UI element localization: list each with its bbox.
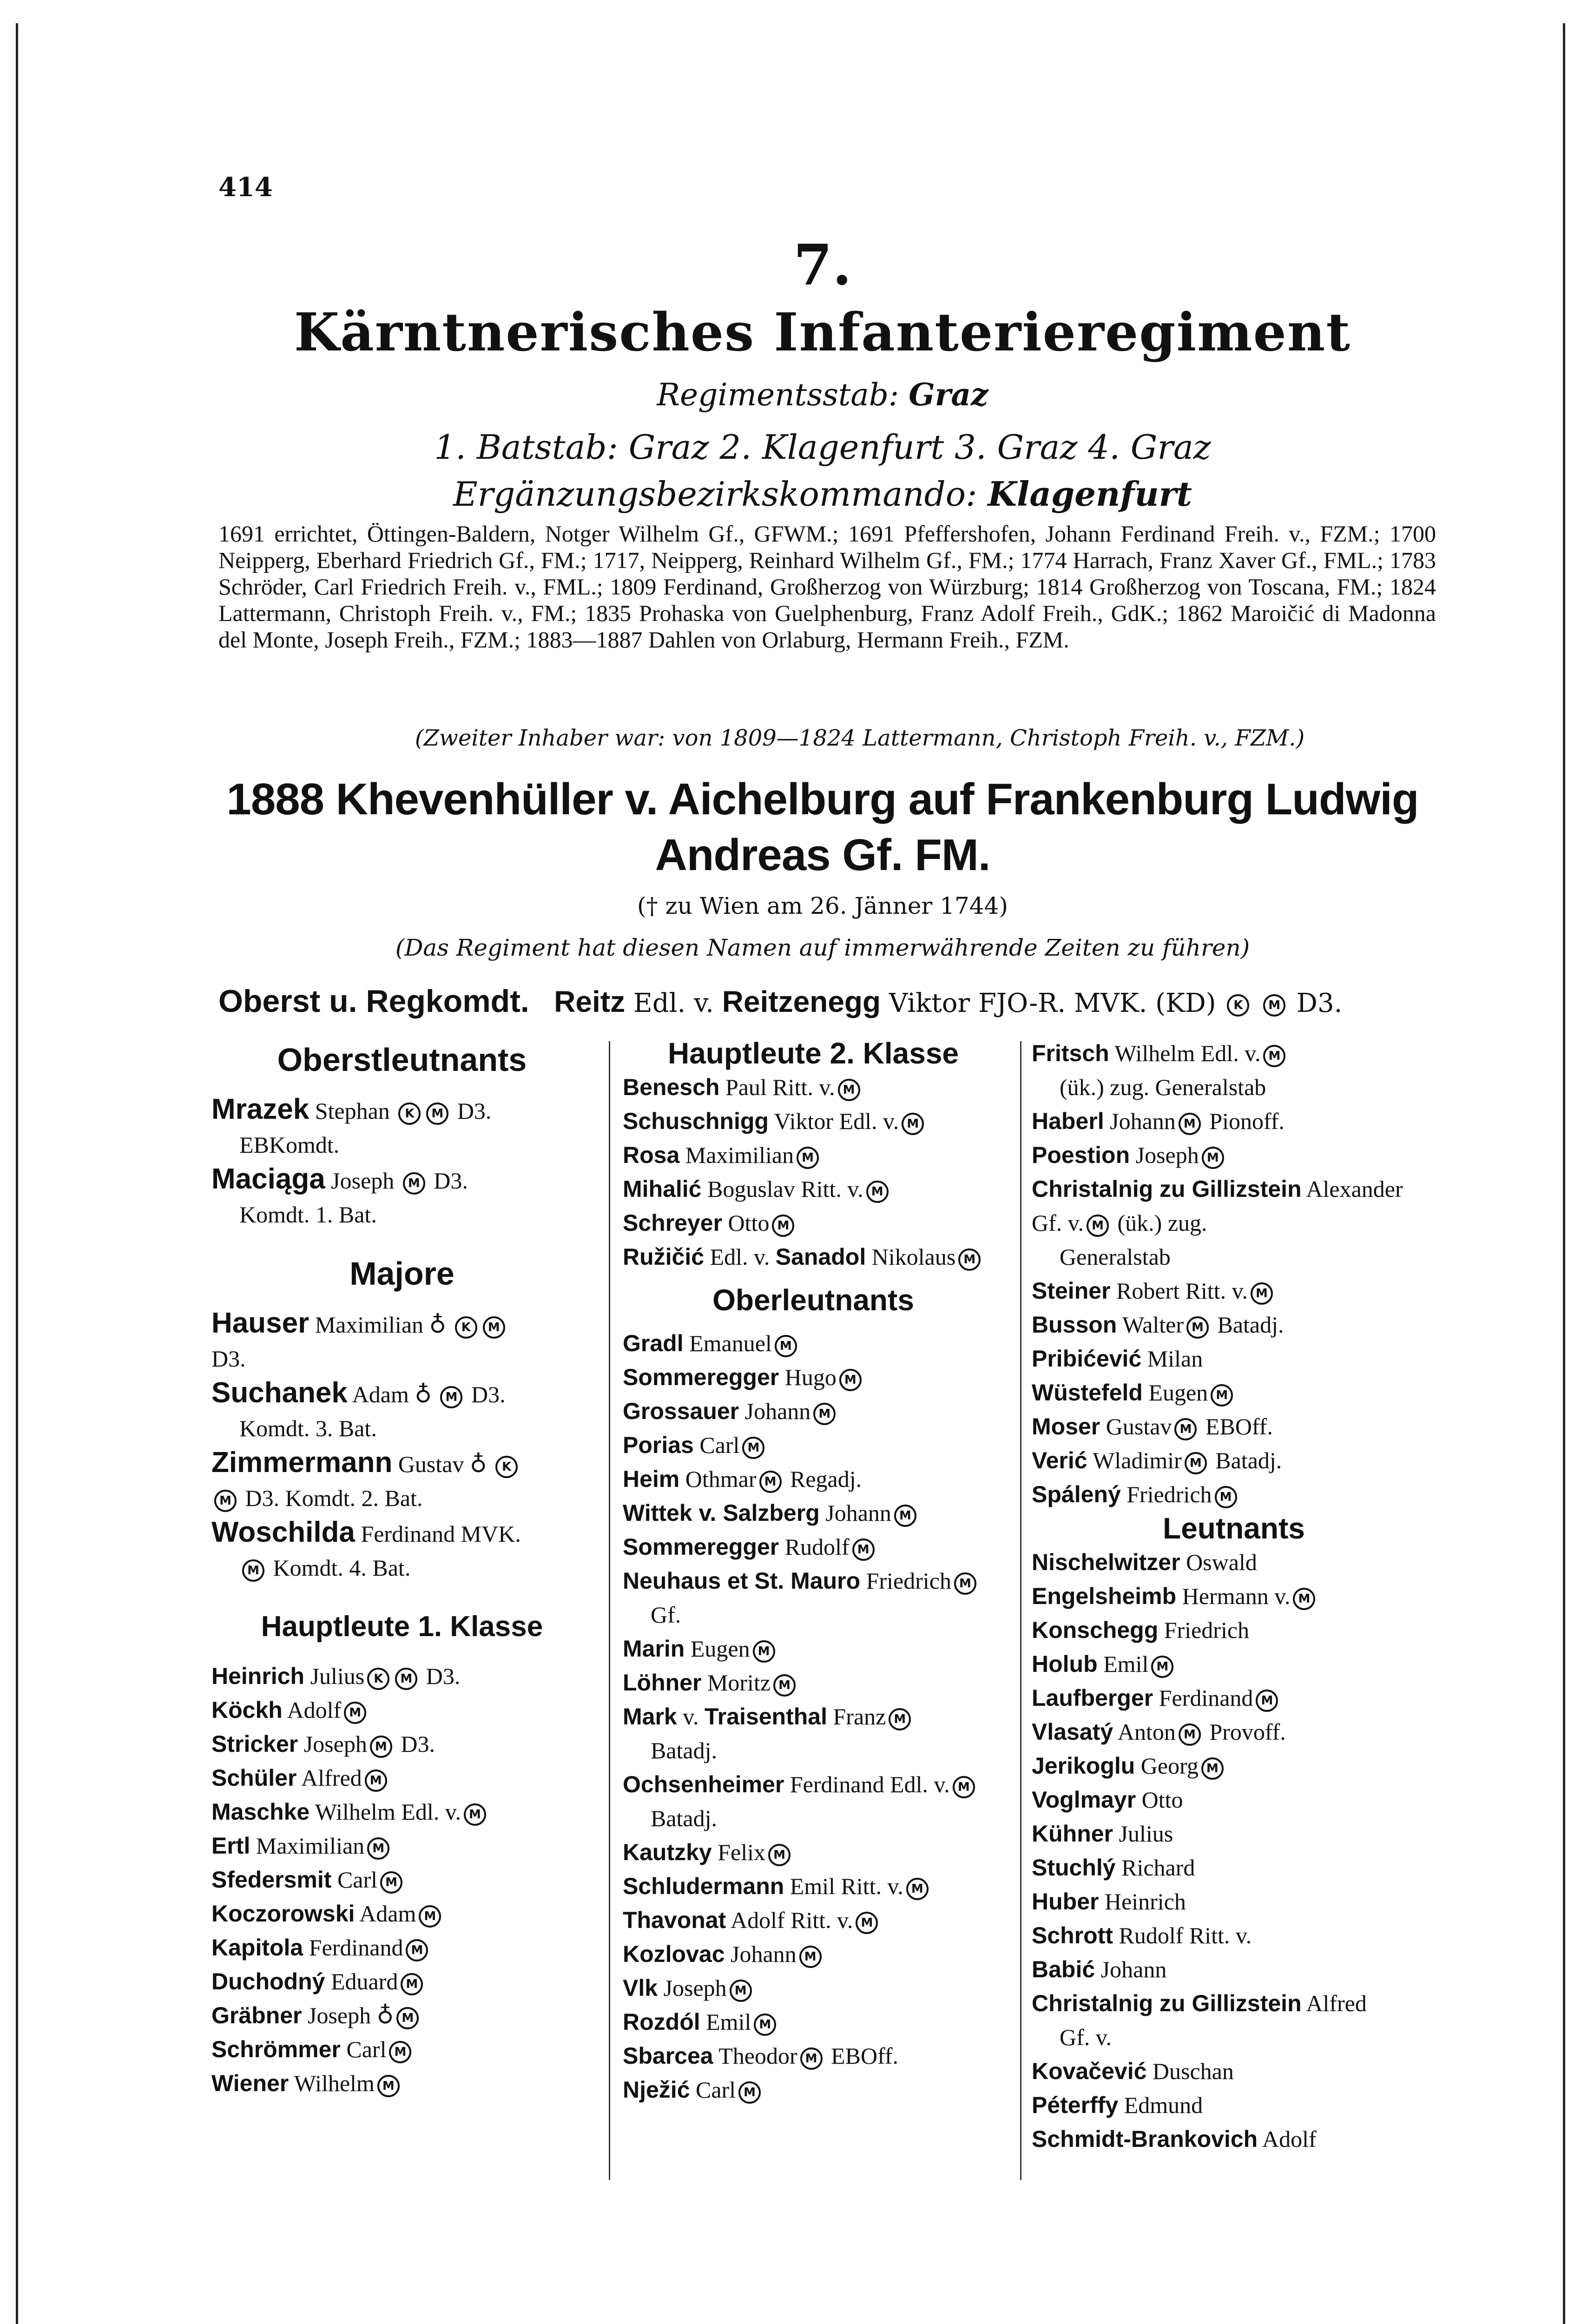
m-decoration-icon: M bbox=[954, 1572, 976, 1595]
district-label: Ergänzungsbezirkskommando: bbox=[453, 475, 977, 514]
page-number: 414 bbox=[218, 172, 273, 203]
list-item: Steiner Robert Ritt. v. M bbox=[1032, 1274, 1436, 1308]
list-item: Heinrich Julius K M D3. bbox=[211, 1663, 461, 1689]
k-decoration-icon: K bbox=[495, 1456, 518, 1478]
m-decoration-icon: M bbox=[406, 1939, 428, 1961]
k-decoration-icon: K bbox=[1227, 994, 1249, 1017]
list-item: Heim Othmar M Regadj. bbox=[623, 1466, 862, 1492]
list-item: Köckh Adolf M bbox=[211, 1693, 593, 1727]
regiment-name-note: (Das Regiment hat diesen Namen auf immerwährende Zeiten zu führen) bbox=[395, 934, 1250, 961]
cross-decoration-icon: ♁ bbox=[415, 1381, 432, 1407]
m-decoration-icon: M bbox=[1179, 1113, 1201, 1135]
list-item: Spálený Friedrich M bbox=[1032, 1478, 1436, 1512]
list-item: Voglmayr Otto bbox=[1032, 1787, 1183, 1813]
commander-suffix: D3. bbox=[1297, 988, 1343, 1018]
list-item: Thavonat Adolf Ritt. v. M bbox=[623, 1903, 1004, 1937]
list-item: Engelsheimb Hermann v. M bbox=[1032, 1579, 1436, 1613]
m-decoration-icon: M bbox=[1215, 1486, 1237, 1508]
list-item: Christalnig zu Gillizstein Alfred bbox=[1032, 1990, 1367, 2016]
m-decoration-icon: M bbox=[1201, 1757, 1224, 1780]
m-decoration-icon: M bbox=[367, 1837, 389, 1860]
list-item: Schludermann Emil Ritt. v. M bbox=[623, 1869, 1004, 1903]
list-item: Wüstefeld Eugen M bbox=[1032, 1376, 1436, 1410]
list-item: Rozdól Emil M bbox=[623, 2005, 1004, 2039]
m-decoration-icon: M bbox=[426, 1103, 448, 1125]
cross-decoration-icon: ♁ bbox=[376, 2002, 394, 2028]
list-item-detail: Gf. bbox=[651, 1602, 681, 1628]
list-item: Mark v. Traisenthal Franz M bbox=[623, 1700, 1004, 1734]
list-item-detail: M Komdt. 4. Bat. bbox=[211, 1551, 593, 1585]
list-item-detail: (ük.) zug. Generalstab bbox=[1060, 1074, 1266, 1100]
list-item: Zimmermann Gustav ♁ K bbox=[211, 1446, 593, 1481]
list-item: Babić Johann bbox=[1032, 1956, 1167, 1982]
list-item: Sommeregger Rudolf M bbox=[623, 1530, 1004, 1564]
m-decoration-icon: M bbox=[344, 1702, 366, 1724]
m-decoration-icon: M bbox=[772, 1215, 794, 1237]
m-decoration-icon: M bbox=[906, 1878, 929, 1900]
commander-surname: Reitz bbox=[554, 985, 626, 1018]
lt-list bbox=[1032, 1545, 1436, 2156]
m-decoration-icon: M bbox=[902, 1113, 924, 1135]
list-item: Suchanek Adam ♁ M D3. bbox=[211, 1377, 506, 1409]
list-item: Kapitola Ferdinand M bbox=[211, 1931, 593, 1965]
m-decoration-icon: M bbox=[856, 1912, 878, 1934]
m-decoration-icon: M bbox=[396, 2007, 419, 2029]
list-item: Koczorowski Adam M bbox=[211, 1897, 593, 1931]
list-item: Pribićević Milan bbox=[1032, 1346, 1203, 1372]
list-item: Mihalić Boguslav Ritt. v. M bbox=[623, 1172, 1004, 1206]
list-item: Duchodný Eduard M bbox=[211, 1965, 593, 1999]
m-decoration-icon: M bbox=[768, 1844, 790, 1866]
list-item: Benesch Paul Ritt. v. M bbox=[623, 1070, 1004, 1104]
list-item: Laufberger Ferdinand M bbox=[1032, 1681, 1436, 1715]
m-decoration-icon: M bbox=[1293, 1588, 1315, 1610]
list-item: Löhner Moritz M bbox=[623, 1666, 1004, 1700]
list-item: Sbarcea Theodor M EBOff. bbox=[623, 2043, 898, 2069]
regiment-commander bbox=[218, 983, 1450, 1019]
m-decoration-icon: M bbox=[1251, 1282, 1273, 1305]
list-item-detail: Gf. v. bbox=[1060, 2024, 1112, 2050]
list-item: Wittek v. Salzberg Johann M bbox=[623, 1496, 1004, 1530]
list-item-detail: Batadj. bbox=[651, 1805, 718, 1831]
commander-details: Viktor FJO-R. MVK. (KD) bbox=[889, 988, 1216, 1018]
m-decoration-icon: M bbox=[1186, 1316, 1209, 1339]
m-decoration-icon: M bbox=[773, 1674, 796, 1697]
list-item: Ertl Maximilian M bbox=[211, 1829, 593, 1863]
list-item: Maschke Wilhelm Edl. v. M bbox=[211, 1795, 593, 1829]
list-item: Stuchlý Richard bbox=[1032, 1855, 1195, 1881]
column-2 bbox=[623, 1037, 1004, 2107]
list-item: Nischelwitzer Oswald bbox=[1032, 1549, 1257, 1575]
m-decoration-icon: M bbox=[419, 1905, 441, 1928]
m-decoration-icon: M bbox=[242, 1559, 264, 1582]
m-decoration-icon: M bbox=[1263, 994, 1285, 1017]
list-item: Jerikoglu Georg M bbox=[1032, 1749, 1436, 1783]
list-item: Poestion Joseph M bbox=[1032, 1138, 1436, 1172]
list-item: Schrott Rudolf Ritt. v. bbox=[1032, 1922, 1252, 1948]
cross-decoration-icon: ♁ bbox=[429, 1312, 447, 1338]
list-item-detail: Komdt. 1. Bat. bbox=[239, 1202, 377, 1228]
list-item: Nježić Carl M bbox=[623, 2073, 1004, 2107]
list-item: Fritsch Wilhelm Edl. v. M bbox=[1032, 1037, 1436, 1070]
captains-1-heading: Hauptleute 1. Klasse bbox=[261, 1611, 543, 1643]
m-decoration-icon: M bbox=[852, 1538, 875, 1561]
list-item: Ružičić Edl. v. Sanadol Nikolaus M bbox=[623, 1240, 1004, 1274]
majors-heading: Majore bbox=[349, 1255, 455, 1292]
list-item: Kühner Julius bbox=[1032, 1821, 1173, 1847]
list-item: Kovačević Duschan bbox=[1032, 2058, 1234, 2084]
m-decoration-icon: M bbox=[389, 2041, 411, 2063]
list-item: Péterffy Edmund bbox=[1032, 2092, 1203, 2118]
column-divider-1 bbox=[609, 1041, 610, 2180]
list-item: Vlasatý Anton M Provoff. bbox=[1032, 1719, 1286, 1745]
list-item: Schmidt-Brankovich Adolf bbox=[1032, 2126, 1317, 2152]
m-decoration-icon: M bbox=[754, 2014, 776, 2036]
m-decoration-icon: M bbox=[753, 1640, 775, 1663]
list-item-detail: Komdt. 3. Bat. bbox=[239, 1415, 377, 1441]
list-item-detail: D3. bbox=[211, 1346, 246, 1372]
m-decoration-icon: M bbox=[738, 2081, 761, 2104]
list-item: Wiener Wilhelm M bbox=[211, 2067, 593, 2100]
k-decoration-icon: K bbox=[455, 1316, 477, 1339]
captains-2-heading: Hauptleute 2. Klasse bbox=[668, 1037, 959, 1070]
m-decoration-icon: M bbox=[797, 1147, 819, 1169]
list-item-detail: M D3. Komdt. 2. Bat. bbox=[211, 1481, 593, 1515]
m-decoration-icon: M bbox=[377, 2075, 400, 2097]
list-item: Schrömmer Carl M bbox=[211, 2033, 593, 2067]
m-decoration-icon: M bbox=[1202, 1147, 1224, 1169]
list-item: Schuschnigg Viktor Edl. v. M bbox=[623, 1104, 1004, 1138]
m-decoration-icon: M bbox=[889, 1708, 911, 1730]
list-item: Maciąga Joseph M D3. bbox=[211, 1163, 468, 1195]
staff-line bbox=[204, 376, 1441, 413]
list-item: Busson Walter M Batadj. bbox=[1032, 1312, 1284, 1338]
m-decoration-icon: M bbox=[1151, 1656, 1173, 1678]
m-decoration-icon: M bbox=[365, 1769, 387, 1792]
m-decoration-icon: M bbox=[370, 1736, 392, 1758]
column-3 bbox=[1032, 1037, 1436, 2156]
history-text: 1691 errichtet, Öttingen-Baldern, Notger Wilhelm Gf., GFWM.; 1691 Pfeffershofen, Johann Ferdinand Freih. v., FZM.; 1700 Neipperg, Eberhard Friedrich Gf., FM.; 1717, Neipperg, Reinhard Wilhelm Gf., FM.; 1774 Harrach, Franz Xaver Gf., FML.; 1783 Schröder, Carl Friedrich Freih. v., FML.; 1809 Ferdinand, Großherzog von Würzburg; 1814 Großherzog von Toscana, FM.; 1824 Lattermann, Christoph Freih. v., FM.; 1835 Prohaska von Guelphenburg, Franz Adolf Freih., GdK.; 1862 Maroičić di Madonna del Monte, Joseph Freih., FZM.; 1883—1887 Dahlen von Orlaburg, Hermann Freih., FZM. bbox=[218, 521, 1436, 653]
list-item: Schreyer Otto M bbox=[623, 1206, 1004, 1240]
m-decoration-icon: M bbox=[1256, 1690, 1278, 1712]
commander-surname-2: Reitzenegg bbox=[722, 985, 881, 1018]
list-item: Rosa Maximilian M bbox=[623, 1138, 1004, 1172]
m-decoration-icon: M bbox=[1087, 1215, 1109, 1237]
battalion-staffs: 1. Batstab: Graz 2. Klagenfurt 3. Graz 4. Graz bbox=[434, 428, 1211, 467]
district-location: Klagenfurt bbox=[988, 474, 1192, 514]
list-item: Marin Eugen M bbox=[623, 1632, 1004, 1666]
m-decoration-icon: M bbox=[380, 1871, 402, 1894]
list-item: Huber Heinrich bbox=[1032, 1888, 1186, 1915]
list-item: Ochsenheimer Ferdinand Edl. v. M bbox=[623, 1768, 1004, 1802]
list-item: Sfedersmit Carl M bbox=[211, 1863, 593, 1897]
staff-label: Regimentsstab: bbox=[657, 377, 899, 413]
m-decoration-icon: M bbox=[403, 1172, 425, 1195]
staff-location: Graz bbox=[909, 376, 988, 413]
m-decoration-icon: M bbox=[838, 1079, 860, 1101]
cross-decoration-icon: ♁ bbox=[469, 1451, 487, 1477]
m-decoration-icon: M bbox=[800, 2047, 823, 2070]
list-item: Kozlovac Johann M bbox=[623, 1937, 1004, 1971]
m-decoration-icon: M bbox=[759, 1471, 782, 1493]
m-decoration-icon: M bbox=[1179, 1723, 1201, 1746]
m-decoration-icon: M bbox=[866, 1181, 889, 1203]
m-decoration-icon: M bbox=[1185, 1452, 1207, 1474]
owner-death-note: († zu Wien am 26. Jänner 1744) bbox=[637, 892, 1008, 919]
lt-colonels-heading: Oberstleutnants bbox=[277, 1042, 527, 1078]
m-decoration-icon: M bbox=[730, 1980, 752, 2002]
list-item-detail: EBKomdt. bbox=[239, 1132, 340, 1158]
district-command-line bbox=[204, 474, 1441, 514]
lt-heading: Leutnants bbox=[1163, 1512, 1305, 1545]
list-item: Stricker Joseph M D3. bbox=[211, 1731, 435, 1757]
list-item: Neuhaus et St. Mauro Friedrich M bbox=[623, 1564, 1004, 1598]
list-item: Moser Gustav M EBOff. bbox=[1032, 1413, 1273, 1439]
list-item: Hauser Maximilian ♁ K M bbox=[211, 1306, 593, 1342]
m-decoration-icon: M bbox=[775, 1335, 797, 1357]
list-item: Christalnig zu Gillizstein Alexander Gf. v. M (ük.) zug. bbox=[1032, 1176, 1403, 1236]
m-decoration-icon: M bbox=[1211, 1384, 1233, 1406]
list-item: Woschilda Ferdinand MVK. bbox=[211, 1516, 521, 1548]
captains-2-list bbox=[623, 1070, 1004, 1274]
list-item: Holub Emil M bbox=[1032, 1647, 1436, 1681]
commander-rank: Oberst u. Regkomdt. bbox=[218, 984, 529, 1019]
m-decoration-icon: M bbox=[839, 1369, 862, 1391]
m-decoration-icon: M bbox=[742, 1437, 764, 1459]
m-decoration-icon: M bbox=[894, 1505, 916, 1527]
oberlt-heading: Oberleutnants bbox=[712, 1283, 914, 1317]
m-decoration-icon: M bbox=[799, 1946, 822, 1968]
regiment-number: 7. bbox=[793, 232, 852, 298]
regiment-owner: 1888 Khevenhüller v. Aichelburg auf Frankenburg Ludwig Andreas Gf. FM. bbox=[226, 774, 1419, 880]
commander-title: Edl. v. bbox=[633, 988, 714, 1018]
k-decoration-icon: K bbox=[398, 1103, 421, 1125]
k-decoration-icon: K bbox=[367, 1668, 389, 1690]
m-decoration-icon: M bbox=[958, 1248, 981, 1271]
m-decoration-icon: M bbox=[813, 1403, 836, 1425]
m-decoration-icon: M bbox=[214, 1490, 237, 1512]
list-item: Vlk Joseph M bbox=[623, 1971, 1004, 2005]
regiment-history bbox=[218, 521, 1436, 653]
list-item: Schüler Alfred M bbox=[211, 1761, 593, 1795]
m-decoration-icon: M bbox=[1263, 1045, 1285, 1067]
list-item: Porias Carl M bbox=[623, 1428, 1004, 1462]
list-item: Gräbner Joseph ♁ M bbox=[211, 1999, 593, 2033]
m-decoration-icon: M bbox=[1174, 1418, 1197, 1440]
second-owner-note: (Zweiter Inhaber war: von 1809—1824 Lattermann, Christoph Freih. v., FZM.) bbox=[415, 725, 1305, 751]
column-divider-2 bbox=[1020, 1041, 1021, 2180]
regiment-title: Kärntnerisches Infanterieregiment bbox=[294, 302, 1351, 363]
list-item-detail: Batadj. bbox=[651, 1737, 718, 1763]
list-item: Grossauer Johann M bbox=[623, 1394, 1004, 1428]
list-item: Kautzky Felix M bbox=[623, 1835, 1004, 1869]
list-item: Verić Wladimir M Batadj. bbox=[1032, 1447, 1282, 1473]
oberlt-list bbox=[623, 1327, 1004, 2107]
m-decoration-icon: M bbox=[401, 1973, 423, 1995]
captains-1-list bbox=[211, 1659, 593, 2100]
m-decoration-icon: M bbox=[395, 1668, 417, 1690]
list-item: Konschegg Friedrich bbox=[1032, 1617, 1250, 1643]
list-item: Gradl Emanuel M bbox=[623, 1327, 1004, 1360]
m-decoration-icon: M bbox=[953, 1776, 975, 1798]
list-item-detail: Generalstab bbox=[1060, 1244, 1171, 1270]
oberlt-continued-list bbox=[1032, 1037, 1436, 1512]
m-decoration-icon: M bbox=[440, 1386, 462, 1408]
list-item: Mrazek Stephan K M D3. bbox=[211, 1093, 492, 1125]
list-item: Haberl Johann M Pionoff. bbox=[1032, 1108, 1285, 1134]
list-item: Sommeregger Hugo M bbox=[623, 1360, 1004, 1394]
m-decoration-icon: M bbox=[483, 1316, 505, 1339]
column-1 bbox=[211, 1037, 593, 2100]
m-decoration-icon: M bbox=[464, 1803, 486, 1826]
